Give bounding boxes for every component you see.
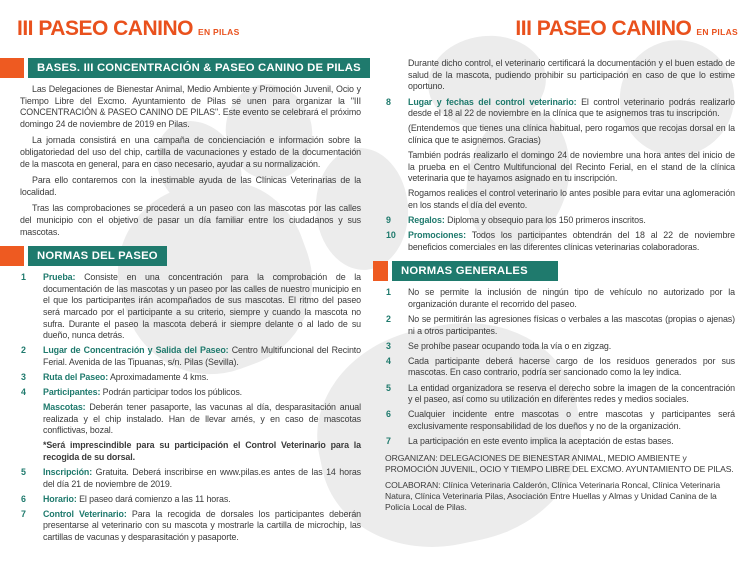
item-label: Regalos: (408, 215, 445, 226)
item-text: Podrán participar todos los públicos. (102, 386, 243, 397)
item-number: 7 (21, 508, 26, 519)
item-text: Se prohíbe pasear ocupando toda la vía o en zigzag. (408, 340, 612, 351)
event-logo-subtitle: EN PILAS (197, 27, 240, 37)
item-number: 2 (386, 314, 391, 325)
normas-generales-item-5 (385, 383, 735, 406)
normas-paseo-item-4 (20, 387, 361, 399)
bases-section-title: BASES. III CONCENTRACIÓN & PASEO CANINO DE PILAS (28, 58, 370, 78)
normas-paseo-item-1 (20, 272, 361, 342)
credits-footer (385, 453, 735, 513)
item-8-subparagraph: Rogamos realices el control veterinario lo antes posible para evitar una aglomeración en los stands el día del evento. (408, 188, 735, 211)
item-text: No se permite la inclusión de ningún tipo de vehículo no autorizado por la organización durante el recorrido del paseo. (408, 287, 735, 309)
item-8-subparagraph: También podrás realizarlo el domingo 24 de noviembre una hora antes del inicio de la prueba en el Centro Multifuncional del Recinto Ferial, en el stand de la clínica veterinaria que te hayamos asignado en tu inscripción. (408, 150, 735, 184)
event-logo-title: III PASEO CANINO (515, 17, 692, 40)
event-logo-right (515, 18, 738, 40)
item-number: 3 (386, 340, 391, 351)
bases-paragraph: Tras las comprobaciones se procederá a un paseo con las mascotas por las calles del municipio con el objetivo de pasar un día familiar entre los ciudadanos y sus mascotas. (20, 203, 361, 237)
item-number: 5 (21, 467, 26, 478)
event-logo-title: III PASEO CANINO (17, 17, 193, 40)
item-number: 3 (21, 371, 26, 382)
header-accent-block (0, 246, 24, 266)
item-label: Lugar de Concentración y Salida del Paseo: (43, 345, 229, 356)
item-text: No se permitirán las agresiones físicas o verbales a las mascotas (propias o ajenas) ni a otros participantes. (408, 314, 735, 336)
normas-paseo-item-7 (20, 509, 361, 544)
item-text: Todos los participantes obtendrán del 18 al 22 de noviembre beneficios comerciales en las diferentes clínicas veterinarias colaboradoras. (408, 230, 735, 252)
item-text: La participación en este evento implica la aceptación de estas bases. (408, 435, 674, 446)
normas-paseo-section-title: NORMAS DEL PASEO (28, 246, 167, 266)
item-label: Horario: (43, 493, 77, 504)
item-text: Centro Multifuncional del Recinto Ferial. Avenida de las Tipuanas, s/n. Pilas (Sevilla). (43, 345, 362, 367)
item-number: 1 (386, 287, 391, 298)
normas-generales-item-2 (385, 314, 735, 337)
normas-paseo-item-10 (385, 230, 735, 253)
item-text: Cada participante deberá hacerse cargo de los residuos generados por sus mascotas. En caso contrario, podría ser sancionado como la ley indica. (408, 355, 735, 378)
item-text: El control veterinario podrás realizarlo desde el 18 al 22 de noviembre en la clínica que te asignemos tras tu inscripción. (408, 96, 735, 119)
item-text: El paseo dará comienzo a las 11 horas. (79, 493, 231, 504)
normas-paseo-item-2 (20, 345, 361, 368)
item-label: Inscripción: (43, 467, 93, 478)
normas-generales-item-7 (385, 436, 735, 448)
item-number: 8 (386, 96, 391, 107)
bases-paragraph: Las Delegaciones de Bienestar Animal, Medio Ambiente y Promoción Juvenil, Ocio y Tiempo Libre del Excmo. Ayuntamiento de Pilas se unen para organizar la "III CONCENTRACIÓN & PASEO CANINO DE PILAS". Este evento se celebrará el próximo domingo 24 de noviembre de 2019 en Pilas. (20, 84, 361, 129)
bases-section-header (0, 58, 361, 78)
item-number: 2 (21, 345, 26, 356)
item-text: Consiste en una concentración para la comprobación de la documentación de las mascotas y un paseo por las calles de nuestro municipio en el que los participantes irán acompañados de sus mascotas. El ritmo del paseo será marcado por el participante a su criterio, siempre y cuando la mascota no sufra. Durante el paseo la mascota deberá ir siempre delante o al lado de su dueño, nunca detrás. (43, 272, 361, 341)
item-text: Cualquier incidente entre mascotas o entre mascotas y participantes será exclusivamente responsabilidad de los dueños y no de la organización. (408, 409, 735, 431)
mascotas-subparagraph (20, 402, 361, 437)
item-number: 4 (21, 386, 26, 397)
item-number: 6 (21, 493, 26, 504)
item-label: Participantes: (43, 386, 101, 397)
right-column (385, 58, 735, 513)
bases-paragraph: La jornada consistirá en una campaña de concienciación e información sobre la obligatoriedad del uso del chip, cartilla de vacunaciones y estado de la documentación de la mascota en general, para en caso necesario, ayudar a su normalización. (20, 135, 361, 169)
left-column (20, 58, 361, 547)
header-accent-block (373, 261, 388, 281)
item-number: 6 (386, 409, 391, 420)
control-continuation-paragraph: Durante dicho control, el veterinario certificará la documentación y el buen estado de salud de la mascota, pudiendo prohibir su participación en caso de que lo estime oportuno. (408, 58, 735, 92)
colaboran-text: COLABORAN: Clínica Veterinaria Calderón, Clínica Veterinaria Roncal, Clínica Veterinaria Natura, Clínica Veterinaria Pilas, Asociación Entre Huellas y Almas y Unidad Canina de la Policía Local de Pilas. (385, 479, 721, 512)
item-number: 5 (386, 382, 391, 393)
item-number: 7 (386, 435, 391, 446)
item-text: Diploma y obsequio para los 150 primeros inscritos. (447, 215, 646, 226)
header-accent-block (0, 58, 24, 78)
item-number: 4 (386, 355, 391, 366)
organizan-text: ORGANIZAN: DELEGACIONES DE BIENESTAR ANIMAL, MEDIO AMBIENTE y PROMOCIÓN JUVENIL, OCIO Y TIEMPO LIBRE DEL EXCMO. AYUNTAMIENTO DE PILAS. (385, 452, 734, 474)
bases-paragraph: Para ello contaremos con la inestimable ayuda de las Clínicas Veterinarias de la localidad. (20, 175, 361, 197)
item-text: La entidad organizadora se reserva el derecho sobre la imagen de la concentración y el paseo, así como su utilización en diferentes redes y medios sociales. (408, 382, 735, 405)
normas-paseo-section-header (0, 246, 361, 266)
item-8-subparagraph: (Entendemos que tienes una clínica habitual, pero rogamos que recojas dorsal en la clínica que te asignemos. Gracias) (408, 123, 735, 146)
normas-paseo-item-9 (385, 215, 735, 227)
normas-generales-section-title: NORMAS GENERALES (392, 261, 558, 281)
mascotas-label: Mascotas: (43, 402, 86, 413)
mascotas-text: Deberán tener pasaporte, las vacunas al día, desparasitación anual realizada y el chip instalado. Han de llevar arnés, y en caso de mascotas conflictivas, bozal. (43, 402, 361, 436)
item-label: Ruta del Paseo: (43, 371, 109, 382)
item-text: Aproximadamente 4 kms. (109, 371, 209, 382)
normas-generales-item-4 (385, 356, 735, 379)
item-number: 9 (386, 215, 391, 226)
event-logo-subtitle: EN PILAS (696, 27, 738, 37)
normas-paseo-item-3 (20, 372, 361, 384)
item-number: 1 (21, 272, 26, 283)
normas-generales-section-header (373, 261, 735, 281)
normas-generales-item-6 (385, 409, 735, 432)
item-label: Promociones: (408, 230, 466, 241)
item-label: Lugar y fechas del control veterinario: (408, 96, 577, 107)
item-label: Control Veterinario: (43, 508, 127, 519)
item-label: Prueba: (43, 272, 76, 283)
normas-generales-item-3 (385, 341, 735, 353)
control-veterinario-note: *Será imprescindible para su participación el Control Veterinario para la recogida de su dorsal. (43, 440, 361, 462)
event-logo-left (17, 18, 240, 40)
item-text: Gratuita. Deberá inscribirse en www.pilas.es antes de las 14 horas del día 21 de noviembre de 2019. (43, 467, 361, 489)
normas-paseo-item-6 (20, 494, 361, 506)
normas-generales-item-1 (385, 287, 735, 310)
item-text: Para la recogida de dorsales los participantes deberán presentarse al veterinario con su mascota y mostrarle la cartilla de microchip, las cartillas de vacunas y desparasitación y pasaporte. (43, 508, 362, 542)
normas-paseo-item-5 (20, 467, 361, 490)
item-number: 10 (386, 230, 396, 241)
normas-paseo-item-8 (385, 97, 735, 120)
